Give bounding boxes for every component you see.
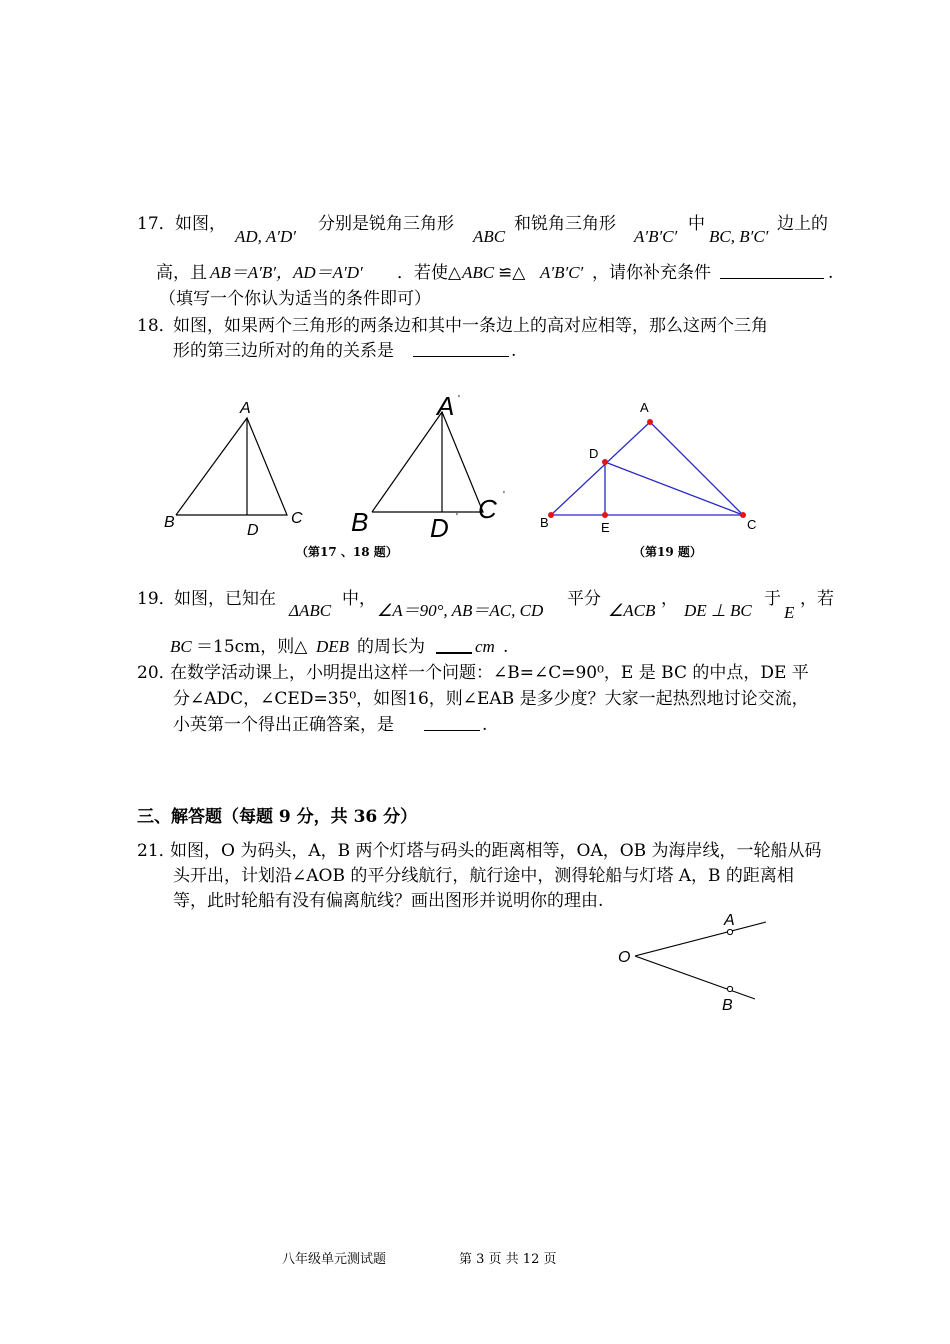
q19-math: DEB — [316, 637, 350, 656]
fig2-label-c: C — [478, 494, 497, 524]
q19-text: ，若 — [800, 589, 834, 609]
q21-number: 21． — [137, 841, 176, 861]
q20-text: . — [482, 715, 488, 735]
triangle-fig19 — [551, 422, 743, 515]
q17-text: ，请你补充条件 — [592, 263, 711, 283]
fig2-prime-c: ' — [503, 490, 505, 501]
q19-math: E — [784, 603, 795, 622]
fig3-label-d: D — [589, 446, 599, 461]
q19-text: . — [503, 637, 509, 657]
q17-text: 边上的 — [777, 214, 828, 234]
fig2-prime-a: ' — [458, 394, 460, 405]
q19-answer-blank[interactable] — [436, 636, 472, 660]
q17-number: 17． — [137, 214, 176, 234]
q17-note: （填写一个你认为适当的条件即可） — [159, 289, 431, 309]
q21-label-o: O — [618, 949, 631, 966]
q19-math: ∠ACB — [608, 601, 656, 620]
figure-q21-angle — [600, 900, 800, 1020]
fig1-label-a: A — [240, 400, 251, 417]
fig3-label-b: B — [540, 515, 549, 530]
triangle-a-prime-figure — [372, 412, 483, 512]
q19-text: 平分 — [567, 589, 601, 609]
q18-text: 形的第三边所对的角的关系是 — [173, 341, 394, 361]
q17-text: 和锐角三角形 — [514, 214, 616, 234]
q21-label-a: A — [724, 912, 735, 929]
q17-text: 高，且 — [156, 263, 207, 283]
q20-answer-blank[interactable] — [424, 714, 480, 737]
q17-math: ABC — [462, 263, 495, 282]
triangle-abc-figure — [176, 418, 287, 515]
q21-label-b: B — [722, 997, 733, 1014]
footer-page-number: 第 3 页 共 12 页 — [459, 1252, 557, 1267]
q20-text: 分∠ADC，∠CED=35⁰，如图16，则∠EAB 是多少度？大家一起热烈地讨论交流， — [173, 689, 809, 709]
fig2-label-b: B — [351, 507, 369, 537]
q17-math: BC, B′C′ — [709, 227, 769, 246]
fig1-label-d: D — [247, 522, 259, 539]
q19-math: cm — [475, 637, 495, 656]
section-3-heading: 三、解答题（每题 9 分，共 36 分） — [137, 807, 418, 827]
q18-text: 如图，如果两个三角形的两条边和其中一条边上的高对应相等，那么这两个三角 — [173, 316, 768, 336]
q19-math: BC — [170, 637, 192, 656]
fig2-label-d: D — [430, 513, 449, 543]
q17-text: . — [828, 263, 834, 283]
fig1-label-b: B — [164, 514, 175, 531]
q19-math: DE ⊥ BC — [684, 601, 752, 620]
fig2-prime-d: ' — [456, 512, 458, 523]
q17-math: A′B′C′ — [634, 227, 678, 246]
q19-math: ∠A＝90°, AB＝AC, CD — [377, 601, 544, 620]
q19-text: ， — [661, 589, 678, 609]
q19-text: ＝15cm，则△ — [196, 637, 308, 657]
q17-math: AB＝A′B′，AD＝A′D′ — [210, 263, 363, 282]
q19-text: 如图，已知在 — [174, 589, 276, 609]
q21-text: 如图，O 为码头，A，B 两个灯塔与码头的距离相等，OA，OB 为海岸线，一轮船从码 — [170, 841, 822, 861]
figures-17-18-19 — [0, 0, 950, 600]
fig3-label-a: A — [640, 400, 649, 415]
q21-text: 头开出，计划沿∠AOB 的平分线航行，航行途中，测得轮船与灯塔 A，B 的距离相 — [173, 866, 794, 886]
fig3-label-e: E — [601, 520, 610, 535]
q17-math: A′B′C′ — [540, 263, 584, 282]
q18-number: 18． — [137, 316, 176, 336]
q19-text: 的周长为 — [357, 637, 425, 657]
q19-text: 中， — [342, 589, 376, 609]
fig3-label-c: C — [747, 517, 757, 532]
fig1-label-c: C — [291, 510, 303, 527]
q19-text: 于 — [764, 589, 781, 609]
q17-text: ．若使△ — [397, 263, 462, 283]
q20-number: 20． — [137, 663, 176, 683]
fig2-label-a: A — [437, 391, 455, 421]
q17-text: 中 — [688, 214, 705, 234]
q20-text: 小英第一个得出正确答案，是 — [173, 715, 394, 735]
footer-title: 八年级单元测试题 — [282, 1252, 387, 1267]
q21-text: 等，此时轮船有没有偏离航线？画出图形并说明你的理由. — [173, 891, 604, 911]
fig19-points — [548, 419, 746, 518]
q17-text: 分别是锐角三角形 — [318, 214, 454, 234]
q17-math: ABC — [473, 227, 506, 246]
caption-fig17-18: （第17 、18 题） — [296, 545, 398, 559]
q19-number: 19． — [137, 589, 176, 609]
q17-math: AD, A′D′ — [235, 227, 296, 246]
q18-text: . — [511, 341, 517, 361]
caption-fig19: （第19 题） — [633, 545, 702, 559]
q19-math: ΔABC — [289, 601, 332, 620]
q20-text: 在数学活动课上，小明提出这样一个问题：∠B=∠C=90⁰，E 是 BC 的中点，DE 平 — [170, 663, 809, 683]
q17-text: 如图， — [175, 214, 226, 234]
q17-text: ≌△ — [498, 263, 526, 283]
